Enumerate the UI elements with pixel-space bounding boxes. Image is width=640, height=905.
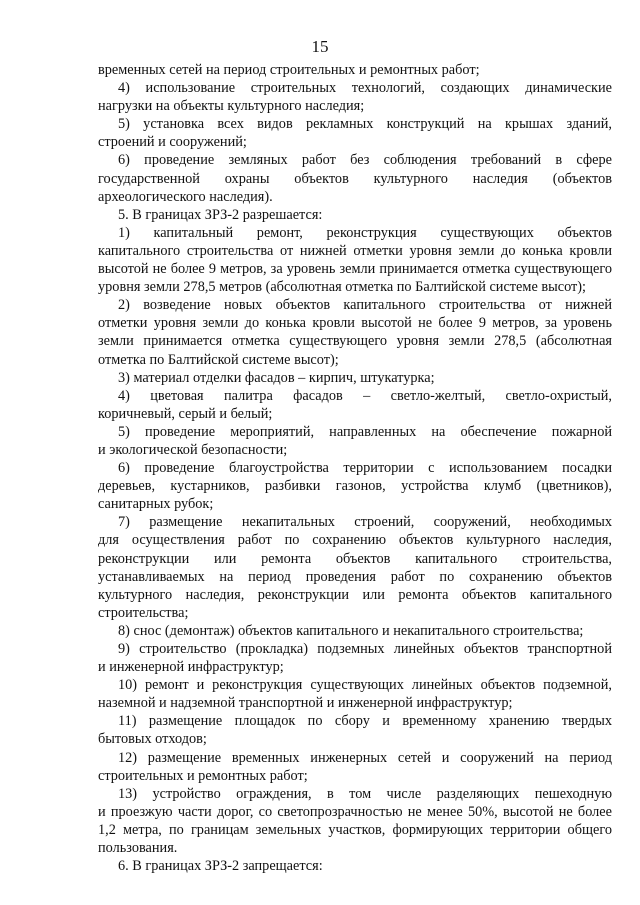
paragraph (98, 513, 612, 622)
text-line: 4) цветовая палитра фасадов – светло-желтый, светло-охристый, (118, 387, 612, 404)
text-line: отметка по Балтийской системе высот); (98, 351, 339, 368)
text-line: для осуществления работ по сохранению объектов культурного наследия, (98, 532, 612, 549)
paragraph (118, 622, 612, 640)
text-line: 8) снос (демонтаж) объектов капитального и некапитального строительства; (118, 622, 584, 639)
text-line: пользования. (98, 840, 178, 857)
text-line: строительства; (98, 604, 189, 621)
text-line: и инженерной инфраструктур; (98, 659, 284, 676)
text-line: 2) возведение новых объектов капитального строительства от нижней (118, 297, 612, 314)
paragraph (98, 640, 612, 676)
text-line: бытовых отходов; (98, 731, 207, 748)
paragraph (118, 206, 612, 224)
paragraph (98, 61, 612, 79)
text-line: культурного наследия, реконструкции или ремонта объектов капитального (98, 586, 612, 603)
text-line: строений и сооружений; (98, 134, 247, 151)
text-line: устанавливаемых на период проведения работ по сохранению объектов (98, 568, 612, 585)
page-number: 15 (311, 37, 329, 56)
text-line: отметки уровня земли до конька кровли высотой не более 9 метров, за уровень (98, 315, 612, 332)
paragraph (98, 151, 612, 205)
text-line: 10) ремонт и реконструкция существующих линейных объектов подземной, (118, 677, 612, 694)
paragraph (98, 459, 612, 513)
paragraph (118, 369, 612, 387)
text-line: 5) установка всех видов рекламных конструкций на крышах зданий, (118, 116, 612, 133)
text-line: санитарных рубок; (98, 496, 214, 513)
text-line: 9) строительство (прокладка) подземных линейных объектов транспортной (118, 641, 612, 657)
text-line: реконструкции или ремонта объектов капитального строительства, (98, 550, 612, 567)
text-line: уровня земли 278,5 метров (абсолютная отметка по Балтийской системе высот); (98, 279, 587, 296)
text-line: высотой не более 9 метров, за уровень земли принимается отметка существующего (98, 261, 612, 278)
text-line: государственной охраны объектов культурного наследия (объектов (98, 170, 612, 187)
text-line: 1) капитальный ремонт, реконструкция существующих объектов (118, 224, 612, 241)
paragraph (98, 79, 612, 115)
text-line: археологического наследия). (98, 188, 273, 205)
paragraph (98, 296, 612, 368)
paragraph (98, 115, 612, 151)
text-line: капитального строительства от нижней отметки уровня земли до конька кровли (98, 242, 612, 259)
text-line: 1,2 метра, по границам земельных участков, формирующих территории общего (98, 821, 612, 838)
paragraph (98, 387, 612, 423)
text-line: наземной и надземной транспортной и инженерной инфраструктур; (98, 695, 513, 712)
paragraph (98, 785, 612, 857)
paragraph (98, 423, 612, 459)
text-line: и проезжую части дорог, со светопрозрачностью не менее 50%, высотой не более (98, 803, 612, 820)
text-line: 5) проведение мероприятий, направленных на обеспечение пожарной (118, 423, 612, 440)
text-line: 11) размещение площадок по сбору и временному хранению твердых (118, 713, 612, 730)
document-body (98, 61, 612, 875)
text-line: строительных и ремонтных работ; (98, 767, 308, 784)
paragraph (98, 749, 612, 785)
text-line: 5. В границах ЗРЗ-2 разрешается: (118, 206, 323, 223)
paragraph (98, 224, 612, 296)
paragraph (98, 676, 612, 712)
text-line: земли принимается отметка существующего уровня земли 278,5 (абсолютная (98, 333, 612, 350)
text-line: 6. В границах ЗРЗ-2 запрещается: (118, 858, 323, 875)
text-line: 13) устройство ограждения, в том числе разделяющих пешеходную (118, 785, 612, 802)
text-line: и экологической безопасности; (98, 441, 288, 458)
text-line: нагрузки на объекты культурного наследия; (98, 98, 365, 115)
text-line: временных сетей на период строительных и ремонтных работ; (98, 62, 480, 78)
text-line: деревьев, кустарников, разбивки газонов, устройства клумб (цветников), (98, 478, 612, 495)
text-line: 6) проведение земляных работ без соблюдения требований в сфере (118, 152, 612, 169)
paragraph (98, 712, 612, 748)
text-line: коричневый, серый и белый; (98, 405, 273, 422)
text-line: 7) размещение некапитальных строений, сооружений, необходимых (118, 514, 612, 531)
text-line: 6) проведение благоустройства территории с использованием посадки (118, 460, 612, 477)
text-line: 3) материал отделки фасадов – кирпич, штукатурка; (118, 369, 435, 386)
paragraph (118, 857, 612, 875)
text-line: 12) размещение временных инженерных сетей и сооружений на период (118, 749, 612, 766)
text-line: 4) использование строительных технологий, создающих динамические (118, 80, 612, 97)
